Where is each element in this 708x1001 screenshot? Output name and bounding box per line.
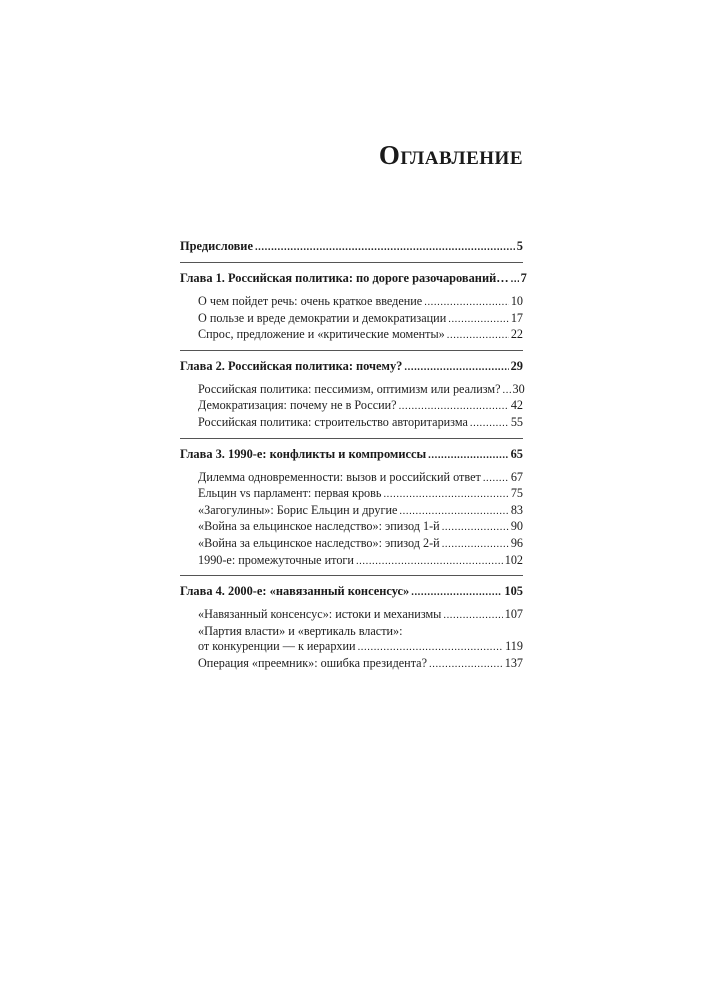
toc-page-number: 7 [520,271,527,285]
dot-leader [399,398,509,415]
toc-page-number: 10 [510,294,523,308]
toc-page-number: 137 [504,655,523,670]
toc-page-number: 5 [516,239,523,253]
dot-leader [383,486,508,503]
toc-page-number: 29 [510,358,523,373]
toc-entry-title: Демократизация: почему не в России? [198,398,397,413]
table-of-contents [180,237,527,685]
toc-section[interactable] [180,470,523,487]
toc-chapter-3 [180,445,523,577]
dot-leader [442,536,509,553]
toc-section[interactable] [180,656,523,673]
dot-leader [470,415,509,432]
toc-page-number: 30 [512,381,525,396]
toc-page-number: 67 [510,469,523,484]
toc-page-number: 22 [510,327,523,342]
toc-entry-title: от конкуренции — к иерархии [198,639,356,654]
toc-page-number: 90 [510,519,523,534]
dot-leader [358,639,504,656]
toc-entry-title: Предисловие [180,239,253,253]
toc-entry-title: Ельцин vs парламент: первая кровь [198,486,382,501]
toc-chapter-1 [180,269,527,351]
dot-leader [255,238,515,256]
dot-leader [447,327,509,344]
dot-leader [424,294,509,311]
toc-entry-title: Глава 3. 1990-е: конфликты и компромиссы [180,446,427,461]
toc-section[interactable] [180,553,523,570]
toc-section[interactable] [180,327,523,344]
toc-chapter-2 [180,357,523,439]
dot-leader [428,446,508,464]
dot-leader [404,358,508,376]
dot-leader [511,270,519,288]
toc-page-number: 83 [510,502,523,517]
toc-section[interactable] [180,382,523,399]
toc-entry-title: «Война за ельцинское наследство»: эпизод 1-й [198,519,440,534]
toc-entry-title: Операция «преемник»: ошибка президента? [198,655,427,670]
toc-entry-title: «Загогулины»: Борис Ельцин и другие [198,502,398,517]
toc-page-number: 65 [510,446,523,461]
toc-page-number: 42 [510,398,523,413]
toc-section[interactable] [180,607,523,624]
dot-leader [443,607,502,624]
toc-entry-title: Глава 4. 2000-е: «навязанный консенсус» [180,584,410,599]
toc-entry-title: «Навязанный консенсус»: истоки и механизмы [198,607,442,622]
toc-entry-title-line1: «Партия власти» и «вертикаль власти»: [198,623,403,638]
toc-page-number: 107 [504,607,523,622]
toc-entry-title: Российская политика: строительство авторитаризма [198,414,468,429]
toc-section[interactable] [180,536,523,553]
toc-section[interactable] [180,311,523,328]
dot-leader [483,470,509,487]
toc-section[interactable] [180,486,523,503]
dot-leader [411,583,502,601]
toc-entry-title: Российская политика: пессимизм, оптимизм или реализм? [198,381,501,396]
toc-entry-title: Дилемма одновременности: вызов и российский ответ [198,469,481,484]
toc-page-number: 55 [510,414,523,429]
toc-entry-title: Глава 2. Российская политика: почему? [180,358,403,373]
dot-leader [503,382,511,399]
toc-entry-title: «Война за ельцинское наследство»: эпизод 2-й [198,535,440,550]
toc-section[interactable] [180,398,523,415]
toc-page-number: 75 [510,486,523,501]
dot-leader [442,519,509,536]
dot-leader [356,553,503,570]
toc-entry-title: 1990-е: промежуточные итоги [198,552,354,567]
toc-page-number: 102 [504,552,523,567]
toc-entry-title: Глава 1. Российская политика: по дороге разочарований… [180,271,509,285]
toc-preface[interactable] [180,237,523,256]
toc-chapter-4 [180,582,523,678]
toc-preface-block [180,237,523,263]
toc-section[interactable] [180,294,523,311]
toc-chapter-heading[interactable] [180,269,527,288]
dot-leader [448,311,509,328]
toc-entry-title: Спрос, предложение и «критические моменты» [198,327,445,342]
toc-chapter-heading[interactable] [180,357,523,376]
toc-section[interactable] [180,503,523,520]
toc-chapter-heading[interactable] [180,582,523,601]
toc-page-number: 17 [510,310,523,325]
dot-leader [399,503,508,520]
dot-leader [429,656,503,673]
toc-entry-title: О чем пойдет речь: очень краткое введение [198,294,423,308]
toc-section-multiline[interactable] [180,624,523,656]
toc-page-number: 105 [504,584,523,599]
toc-page-number: 119 [505,639,523,654]
toc-section[interactable] [180,519,523,536]
toc-entry-title: О пользе и вреде демократии и демократизации [198,310,447,325]
page-title: Оглавление [378,140,523,170]
toc-page-number: 96 [510,535,523,550]
toc-section[interactable] [180,415,523,432]
toc-chapter-heading[interactable] [180,445,523,464]
